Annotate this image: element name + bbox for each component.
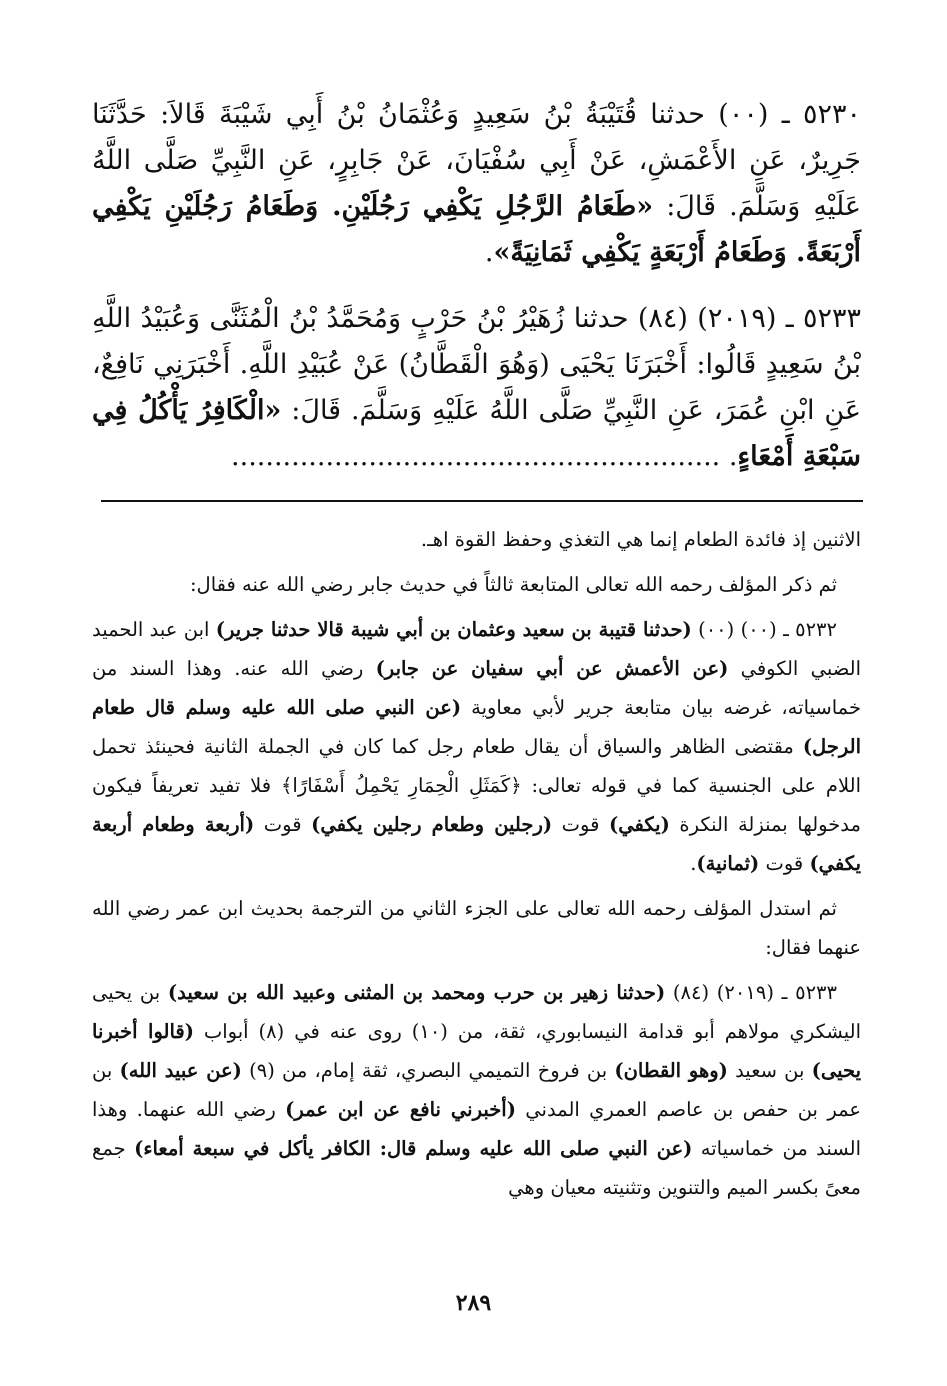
hadith-text: ٥٢٣٣ ـ (٢٠١٩) (٨٤) حدثنا زُهَيْرُ بْنُ حَرْبٍ وَمُحَمَّدُ بْنُ الْمُثَنَّى وَعُبَيْدُ اللَّهِ بْنُ سَعِيدٍ قَالُوا: أَخْبَرَنَا يَحْيَى (وَهُوَ الْقَطَّانُ) عَنْ عُبَيْدِ اللَّهِ. أَخْبَرَنِي نَافِعٌ، عَنِ ابْنِ عُمَرَ، عَنِ النَّبِيِّ صَلَّى اللَّهُ عَلَيْهِ وَسَلَّمَ. قَالَ: <box>92 303 861 426</box>
page-number: ٢٨٩ <box>455 1290 492 1316</box>
hadith-5233 <box>92 296 861 480</box>
commentary-text: ثم استدل المؤلف رحمه الله تعالى على الجزء الثاني من الترجمة بحديث ابن عمر رضي الله عنهما فقال: <box>92 897 861 959</box>
hadith-text: . <box>484 237 494 268</box>
commentary-text: قوت <box>254 813 312 836</box>
commentary-quote: (أربعة وطعام أربعة يكفي) <box>92 813 861 875</box>
commentary-text: رضي الله عنهما. وهذا السند من خماسياته <box>92 1098 862 1160</box>
commentary-text: بن عمر بن حفص بن عاصم العمري المدني <box>92 1059 861 1121</box>
commentary-paragraph-1 <box>92 520 861 559</box>
hadith-text-section <box>92 92 861 480</box>
commentary-text: بن سعيد <box>727 1059 812 1082</box>
commentary-text: ثم ذكر المؤلف رحمه الله تعالى المتابعة ثالثاً في حديث جابر رضي الله عنه فقال: <box>189 573 837 596</box>
commentary-quote: (حدثنا قتيبة بن سعيد وعثمان بن أبي شيبة قالا حدثنا جرير) <box>215 618 692 641</box>
commentary-text: ابن عبد الحميد الضبي الكوفي <box>92 618 861 680</box>
hadith-5230 <box>92 92 861 276</box>
commentary-paragraph-4 <box>92 889 861 967</box>
commentary-quote: (وهو القطان) <box>614 1059 728 1082</box>
commentary-text: بن يحيى اليشكري مولاهم أبو قدامة النيسابوري، ثقة، من (١٠) روى عنه في (٨) أبواب <box>92 981 861 1043</box>
commentary-text: جمع معىً بكسر الميم والتنوين وتثنيته معيان وهي <box>92 1137 861 1199</box>
commentary-quote: (أخبرني نافع عن ابن عمر) <box>285 1098 516 1121</box>
commentary-text: الاثنين إذ فائدة الطعام إنما هي التغذي وحفظ القوة اهـ. <box>420 528 861 551</box>
commentary-text: رضي الله عنه. وهذا السند من خماسياته، غرضه بيان متابعة جرير لأبي معاوية <box>92 657 862 719</box>
commentary-quote: (رجلين وطعام رجلين يكفي) <box>311 813 553 836</box>
commentary-text: بن فروخ التميمي البصري، ثقة إمام، من (٩) <box>241 1059 615 1082</box>
commentary-quote: (عن النبي صلى الله عليه وسلم قال طعام الرجل) <box>92 696 861 758</box>
commentary-text: مقتضى الظاهر والسياق أن يقال طعام رجل كما كان في الجملة الثانية فحينئذ تحمل اللام على الجنسية كما في قوله تعالى: ﴿كَمَثَلِ الْحِمَارِ يَحْمِلُ أَسْفَارًا﴾ فلا تفيد تعريفاً فيكون مدخولها بمنزلة النكرة <box>92 735 861 836</box>
commentary-quote: (ثمانية) <box>696 852 760 875</box>
hadith-quote: «الْكَافِرُ يَأْكُلُ فِي سَبْعَةِ أَمْعَاءٍ <box>92 395 861 472</box>
section-divider <box>101 500 863 502</box>
commentary-text: قوت <box>552 813 610 836</box>
hadith-text: ٥٢٣٠ ـ (٠٠) حدثنا قُتَيْبَةُ بْنُ سَعِيدٍ وَعُثْمَانُ بْنُ أَبِي شَيْبَةَ قَالاَ: حَدَّثَنَا جَرِيرٌ، عَنِ الأَعْمَشِ، عَنْ أَبِي سُفْيَانَ، عَنْ جَابِرٍ، عَنِ النَّبِيِّ صَلَّى اللَّهُ عَلَيْهِ وَسَلَّمَ. قَالَ: <box>92 99 862 222</box>
commentary-section <box>92 520 861 1207</box>
commentary-text: ٥٢٣٣ ـ (٢٠١٩) (٨٤) <box>665 981 838 1004</box>
commentary-paragraph-2 <box>92 565 861 604</box>
commentary-quote: (عن النبي صلى الله عليه وسلم قال: الكافر يأكل في سبعة أمعاء) <box>134 1137 693 1160</box>
commentary-quote: (عن الأعمش عن أبي سفيان عن جابر) <box>375 657 729 680</box>
hadith-quote: «طَعَامُ الرَّجُلِ يَكْفِي رَجُلَيْنِ. وَطَعَامُ رَجُلَيْنِ يَكْفِي أَرْبَعَةً. وَطَعَامُ أَرْبَعَةٍ يَكْفِي ثَمَانِيَةً» <box>92 191 861 268</box>
commentary-text: قوت <box>759 852 810 875</box>
hadith-text: . ......................................................... <box>231 441 738 472</box>
commentary-quote: (قالوا أخبرنا يحيى) <box>92 1020 862 1082</box>
commentary-quote: (يكفي) <box>609 813 670 836</box>
commentary-text: . <box>690 852 697 875</box>
commentary-text: ٥٢٣٢ ـ (٠٠) (٠٠) <box>691 618 838 641</box>
commentary-paragraph-5 <box>92 973 861 1207</box>
commentary-paragraph-3 <box>92 610 861 883</box>
commentary-quote: (عن عبيد الله) <box>119 1059 242 1082</box>
commentary-quote: (حدثنا زهير بن حرب ومحمد بن المثنى وعبيد الله بن سعيد) <box>167 981 666 1004</box>
